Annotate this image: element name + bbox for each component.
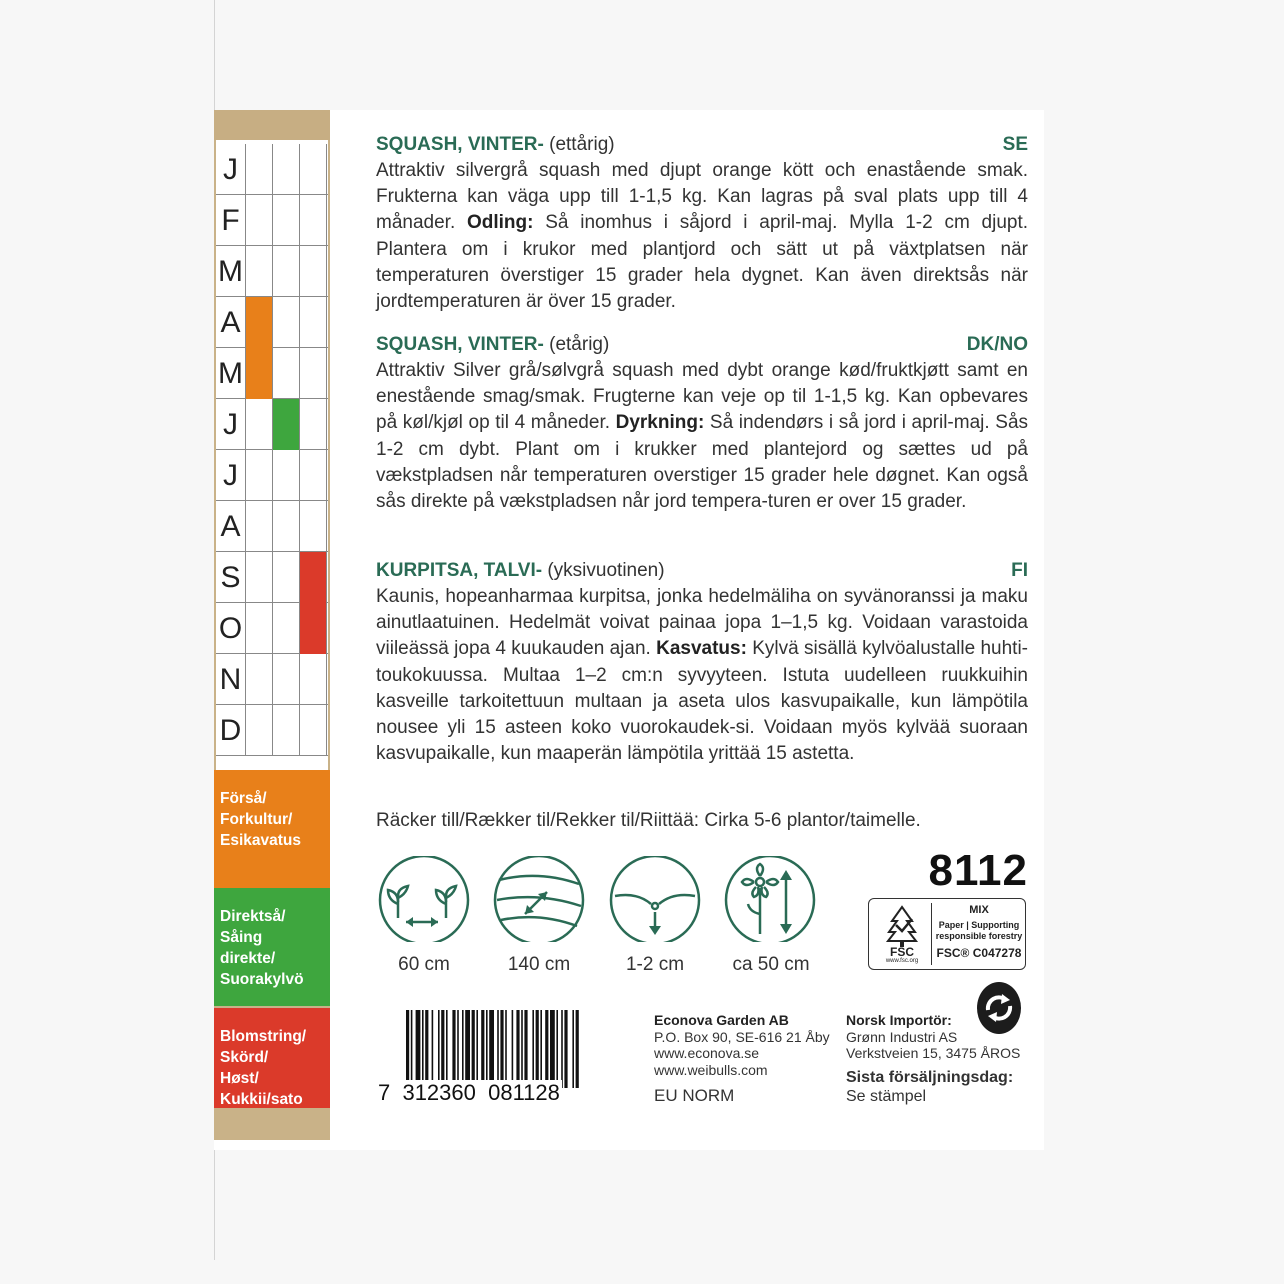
calendar-cell	[273, 144, 300, 195]
barcode-bar	[438, 1010, 440, 1088]
barcode-bar	[572, 1010, 574, 1088]
calendar-cell	[273, 705, 300, 756]
calendar-cell	[273, 297, 300, 348]
legend-line: Esikavatus	[220, 832, 301, 849]
fsc-text	[935, 905, 1023, 959]
calendar-cell	[300, 399, 327, 450]
barcode-bar	[452, 1010, 455, 1088]
calendar-cell	[300, 603, 327, 654]
calendar-cell	[300, 246, 327, 297]
barcode-bar	[486, 1010, 488, 1088]
variety-name: KURPITSA, TALVI-	[376, 560, 543, 581]
month-label: D	[216, 705, 246, 756]
eu-norm: EU NORM	[654, 1086, 735, 1105]
legend-line: Direktså/	[220, 908, 286, 925]
plant-spacing-label: 60 cm	[398, 954, 450, 975]
calendar-cell	[246, 144, 273, 195]
barcode-bar	[441, 1010, 444, 1088]
barcode-bar	[532, 1010, 534, 1088]
importer-address: Verkstveien 15, 3475 ÅROS	[846, 1045, 1021, 1061]
barcode-bar	[446, 1010, 448, 1088]
barcode-bar	[457, 1010, 459, 1088]
calendar-row	[216, 144, 328, 195]
barcode-bar	[489, 1010, 494, 1088]
barcode-bar	[472, 1010, 475, 1088]
legend-line: direkte/	[220, 950, 276, 967]
barcode-number: 7 312360 081128	[378, 1080, 560, 1105]
calendar-cell	[273, 654, 300, 705]
yield-text: Räcker till/Rækker til/Rekker til/Riittää: Cirka 5-6 plantor/taimelle.	[376, 810, 921, 831]
month-label: F	[216, 195, 246, 246]
month-label: A	[216, 297, 246, 348]
legend-line: Blomstring/	[220, 1028, 307, 1045]
body-bold: Odling:	[466, 212, 534, 234]
calendar-cell	[300, 195, 327, 246]
calendar-row	[216, 297, 328, 348]
barcode-bar	[550, 1010, 555, 1088]
barcode-bar	[545, 1010, 548, 1088]
barcode-bar	[411, 1010, 413, 1088]
month-label: M	[216, 348, 246, 399]
calendar-cell	[300, 654, 327, 705]
calendar-cell	[246, 297, 273, 348]
barcode-bar	[425, 1010, 428, 1088]
section-dk-no	[376, 332, 1028, 515]
calendar-row	[216, 603, 328, 654]
calendar-cell	[246, 246, 273, 297]
barcode-bar	[481, 1010, 484, 1088]
legend-line: Skörd/	[220, 1049, 269, 1066]
calendar-cell	[246, 654, 273, 705]
section-heading	[376, 132, 1028, 158]
fsc-logo-text: FSC	[890, 945, 914, 959]
section-fi	[376, 558, 1028, 767]
calendar-cell	[273, 348, 300, 399]
barcode-bar	[465, 1010, 470, 1088]
legend-presow	[214, 770, 330, 888]
barcode-bar	[536, 1010, 539, 1088]
body-bold: Kasvatus:	[656, 638, 747, 660]
importer-title: Norsk Importör:	[846, 1012, 952, 1028]
calendar-cell	[273, 603, 300, 654]
variety-sub: (etårig)	[543, 334, 610, 355]
fsc-tree-icon	[873, 903, 931, 949]
barcode-bar	[432, 1010, 434, 1088]
calendar-cell	[246, 399, 273, 450]
section-body	[376, 358, 1028, 515]
recycle-icon	[974, 980, 1024, 1036]
barcode-bar	[497, 1010, 499, 1088]
calendar-cell	[300, 552, 327, 603]
month-label: S	[216, 552, 246, 603]
calendar-cell	[300, 501, 327, 552]
calendar-cell	[246, 552, 273, 603]
company-web2: www.weibulls.com	[654, 1061, 768, 1078]
plant-height-icon	[722, 856, 818, 942]
sale-info	[846, 1068, 1013, 1106]
barcode-bar	[516, 1010, 519, 1088]
calendar-cell	[246, 501, 273, 552]
calendar-cell	[246, 603, 273, 654]
section-heading	[376, 332, 1028, 358]
legend-line: Forkultur/	[220, 811, 293, 828]
calendar-cell	[246, 450, 273, 501]
plant-spacing-icon	[376, 856, 472, 942]
month-label: J	[216, 450, 246, 501]
barcode-bar	[576, 1010, 579, 1088]
company-web1: www.econova.se	[654, 1045, 760, 1061]
month-label: O	[216, 603, 246, 654]
barcode-bar	[512, 1010, 514, 1088]
barcode-bar	[524, 1010, 527, 1088]
calendar-row	[216, 399, 328, 450]
calendar-row	[216, 246, 328, 297]
variety-sub: (yksivuotinen)	[542, 560, 665, 581]
month-label: J	[216, 399, 246, 450]
barcode-bar	[422, 1010, 424, 1088]
calendar-row	[216, 654, 328, 705]
variety-name: SQUASH, VINTER-	[376, 134, 544, 155]
body-text: Kaunis, hopeanharmaa kurpitsa, jonka hedelmäliha on syvänoranssi ja maku ainutlaatuinen. Hedelmät voivat painaa jopa 1–1,5 kg. Voidaan varastoida viileässä jopa 4 kuukauden ajan.	[376, 586, 1028, 660]
importer-name: Grønn Industri AS	[846, 1028, 958, 1045]
section-heading	[376, 558, 1028, 584]
legend-line: Høst/	[220, 1070, 259, 1087]
fsc-code: FSC® C047278	[936, 946, 1022, 960]
variety-sub: (ettårig)	[543, 134, 615, 155]
month-label: N	[216, 654, 246, 705]
section-body	[376, 158, 1028, 315]
language-code: FI	[1011, 560, 1028, 581]
legend-harvest	[214, 1008, 330, 1108]
fsc-badge	[868, 898, 1026, 970]
barcode-bar	[556, 1010, 558, 1088]
legend-line: Förså/	[220, 790, 267, 807]
calendar-cell	[273, 501, 300, 552]
calendar-row	[216, 705, 328, 756]
product-code: 8112	[928, 846, 1028, 895]
calendar-cell	[246, 348, 273, 399]
month-label: M	[216, 246, 246, 297]
row-spacing-icon	[491, 856, 587, 942]
calendar-cell	[246, 705, 273, 756]
sale-title: Sista försäljningsdag:	[846, 1069, 1014, 1086]
row-spacing-label: 140 cm	[507, 954, 571, 975]
sowing-depth-icon	[607, 856, 703, 942]
plant-height-label: ca 50 cm	[732, 954, 810, 975]
calendar-row	[216, 450, 328, 501]
fsc-mix: MIX	[969, 904, 989, 916]
calendar-row	[216, 348, 328, 399]
barcode-bar	[505, 1010, 507, 1088]
fsc-url: www.fsc.org	[885, 958, 919, 964]
barcode-bar	[521, 1010, 523, 1088]
barcode-bar	[406, 1010, 409, 1088]
body-text: Så indendørs i så jord i april-maj. Sås 1-2 cm dybt. Plant om i krukker med plantejord og sættes ud på vækstpladsen når temperaturen overstiger 15 grader hele døgnet. Kan også sås direkte på vækstpladsen når jord tempera-turen er over 15 grader.	[376, 412, 1029, 513]
calendar-row	[216, 195, 328, 246]
barcode-bar	[500, 1010, 503, 1088]
section-se	[376, 132, 1028, 315]
barcode-digits	[376, 1080, 634, 1106]
body-text: Så inomhus i såjord i april-maj. Mylla 1-2 cm djupt. Plantera om i krukor med plantjord och sätt ut på växtplatsen när temperaturen överstiger 15 grader hela dygnet. Kan även direktsås när jordtemperaturen är över 15 grader.	[376, 212, 1029, 313]
sale-value: Se stämpel	[846, 1088, 927, 1105]
barcode-bar	[476, 1010, 478, 1088]
legend-direct-sow	[214, 888, 330, 1006]
calendar-cell	[300, 144, 327, 195]
calendar-grid	[216, 140, 328, 858]
calendar-cell	[273, 450, 300, 501]
company-info	[654, 1012, 830, 1078]
section-body	[376, 584, 1028, 767]
barcode-bar	[561, 1010, 563, 1088]
calendar-top-strip	[214, 110, 330, 140]
calendar-cell	[300, 348, 327, 399]
body-text: Attraktiv silvergrå squash med djupt orange kött och enastående smak. Frukterna kan väga upp till 1-1,5 kg. Kan lagras på sval plats upp till 4 månader.	[376, 160, 1028, 234]
variety-name: SQUASH, VINTER-	[376, 334, 544, 355]
fsc-logo	[873, 903, 932, 965]
legend-line: Kukkii/sato	[220, 1091, 303, 1108]
sowing-calendar	[214, 110, 330, 1140]
body-text: Attraktiv Silver grå/sølvgrå squash med dybt orange kød/fruktkjøtt samt en enestående smag/smak. Frugterne kan veje op til 1-1,5 kg. Kan opbevares på køl/kjøl op til 4 måneder.	[376, 360, 1028, 434]
legend-line: Såing	[220, 929, 263, 946]
barcode-bar	[540, 1010, 542, 1088]
body-text: Kylvä sisällä kylvöalustalle huhti-toukokuussa. Multaa 1–2 cm:n syvyyteen. Istuta uudelleen ruukkuihin kasveille tarkoitettuun multaan ja aseta ulos kasvupaikalle, kun lämpötila nousee yli 15 asteen koko vuorokaudek-si. Voidaan myös kylvää suoraan kasvupaikalle, kun maaperän lämpötila yrittää 15 astetta.	[376, 638, 1028, 765]
fsc-line1: Paper | Supporting	[938, 920, 1020, 930]
legend-line: Suorakylvö	[220, 971, 304, 988]
calendar-cell	[273, 552, 300, 603]
language-code: DK/NO	[966, 334, 1028, 355]
calendar-cell	[273, 399, 300, 450]
calendar-row	[216, 552, 328, 603]
company-name: Econova Garden AB	[654, 1012, 789, 1028]
body-bold: Dyrkning:	[615, 412, 705, 434]
barcode-bar	[462, 1010, 464, 1088]
month-label: A	[216, 501, 246, 552]
company-address: P.O. Box 90, SE-616 21 Åby	[654, 1028, 830, 1045]
sowing-depth-label: 1-2 cm	[625, 954, 685, 975]
month-label: J	[216, 144, 246, 195]
calendar-row	[216, 501, 328, 552]
barcode-bar	[564, 1010, 567, 1088]
calendar-cell	[273, 246, 300, 297]
fsc-line2: responsible forestry	[935, 931, 1023, 941]
barcode-bar	[416, 1010, 421, 1088]
calendar-cell	[246, 195, 273, 246]
calendar-cell	[273, 195, 300, 246]
language-code: SE	[1002, 134, 1028, 155]
calendar-cell	[300, 297, 327, 348]
calendar-cell	[300, 705, 327, 756]
calendar-cell	[300, 450, 327, 501]
